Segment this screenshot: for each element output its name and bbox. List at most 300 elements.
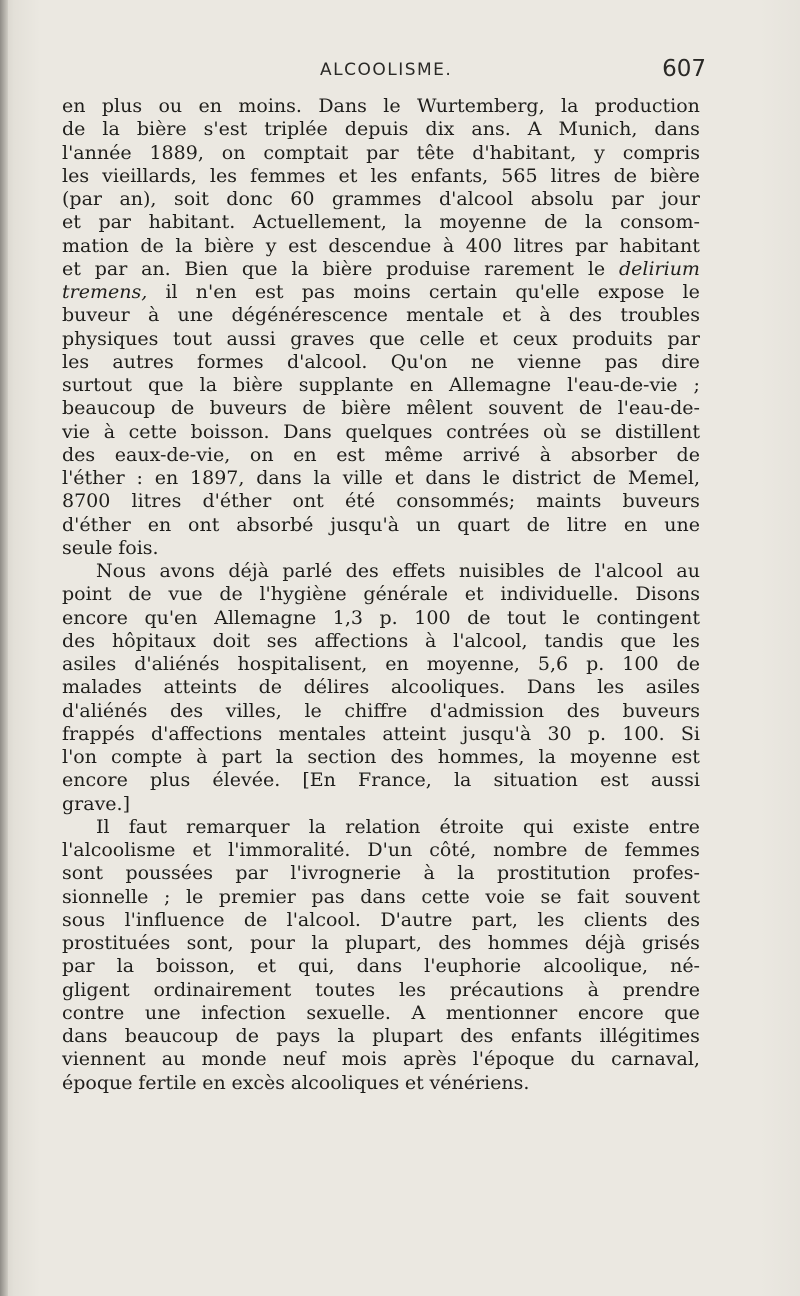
word: troubles [620,304,700,327]
word: cette [421,885,470,908]
word: vue [168,583,203,606]
word: p. [586,653,605,675]
text-line [62,560,700,583]
word: l'ivrognerie [290,862,402,885]
word: le [383,95,401,117]
text-line [62,374,700,397]
word: produits [572,327,653,350]
word: district [511,467,581,489]
word: né- [670,955,700,978]
word: 1,3 [332,606,363,629]
text-line [62,909,700,932]
word: A [411,1001,426,1024]
word: plus [150,769,191,792]
word: moyenne, [426,653,520,675]
word: les [62,164,90,187]
word: jusqu'à [462,722,532,745]
word: bière [650,164,700,187]
word: effets [392,560,446,582]
word: de [140,234,164,257]
word: à [539,304,551,327]
word: l'époque [472,1048,555,1071]
word: par [98,211,132,234]
word: beaucoup [124,1025,219,1047]
word: hospitalisent, [237,653,368,675]
word: Disons [635,583,700,606]
word: compte [111,746,183,768]
word: A [527,118,542,141]
word: chiffre [344,699,408,722]
word: à [196,746,208,768]
word: grave.] [62,792,131,815]
word: existe [572,815,630,838]
text-line [62,653,700,676]
word: eaux-de-vie, [114,443,231,466]
word: 565 [501,164,538,187]
word: physiques [62,327,159,350]
word: et [62,257,81,280]
word: l'immoralité. [228,839,351,861]
word: qui [523,815,554,838]
word: des [566,699,600,722]
word: Il [96,815,110,838]
word: à [425,629,437,652]
word: Allemagne [449,374,552,396]
word: donc [226,188,273,210]
word: les [370,164,398,187]
word: moyenne [439,211,527,234]
word: vénériens. [429,1071,530,1094]
word: atteint [382,722,447,745]
word: sionnelle [62,885,149,908]
word: graves [290,327,355,350]
word: de [128,583,152,606]
word: les [398,978,427,1001]
word: la [561,95,579,117]
text-line [62,607,700,630]
word: la [311,932,329,954]
word: D'autre [380,908,453,931]
word: générale [363,583,449,606]
word: d'affections [151,722,263,745]
word: hôpitaux [111,629,196,652]
word: doit [212,629,250,652]
word: après [403,1048,457,1071]
word: absorber [570,443,657,466]
word: femmes [250,164,326,187]
word: ; [693,374,700,396]
word: de [613,164,638,187]
word: produise [386,257,471,280]
word: des [568,304,603,327]
word: an. [141,257,171,280]
word: de [592,467,617,489]
word: y [594,141,605,164]
text-line [62,188,700,211]
word: section [307,746,377,768]
word: gligent [62,978,130,1001]
word: des [438,932,472,954]
word: ont [188,513,220,536]
word: tandis [544,629,604,652]
word: la [538,746,556,768]
word: de [676,443,700,466]
word: litres [513,234,564,257]
word: sont [62,862,104,885]
word: sont, [186,932,234,954]
word: de [557,560,582,582]
word: de [467,606,491,629]
word: en [623,513,648,536]
word: poussées [125,862,214,885]
word: Munich, [558,118,638,141]
word: et [192,839,212,861]
text-line [62,165,700,188]
word: bière [204,234,255,257]
word: remarquer [186,815,290,838]
word: pays [276,1025,321,1047]
word: jusqu'à [330,513,400,536]
word: vienne [517,350,582,373]
word: Bien [184,257,229,280]
text-line [62,839,700,862]
word: tête [416,141,455,164]
word: Actuellement, [252,211,387,234]
word: des [62,629,96,652]
word: est [254,281,284,303]
word: à [423,862,435,885]
word: 100. [622,722,665,745]
word: neuf [282,1048,326,1071]
word: dans [654,118,700,141]
word: de [235,1025,259,1047]
word: clients [583,908,648,931]
word: consom- [619,211,700,234]
word: absolu [530,188,594,210]
word: sous [62,908,106,931]
word: ordinairement [153,978,292,1001]
word: la [585,211,603,234]
text-line [62,816,700,839]
word: vie [62,420,91,443]
word: les [672,629,700,652]
word: Allemagne [214,606,317,629]
word: l'alcool [594,560,664,582]
word: descendue [328,234,432,257]
word: une [144,1001,181,1024]
word: arrivé [462,443,521,466]
word: contingent [596,606,700,629]
word: par [235,862,268,885]
word: la [404,211,422,234]
word: s'est [203,118,248,141]
word: déjà [228,560,269,582]
word: y [265,234,277,257]
word: que [369,327,405,350]
word: quart [457,513,510,536]
text-line [62,769,700,792]
word: fertile [138,1071,197,1094]
text-line [62,490,700,513]
word: France, [358,769,432,792]
word: par [94,257,128,280]
text-line [62,281,700,304]
word: dire [661,350,700,373]
word: souvent [488,397,564,420]
word: 8700 [62,490,111,513]
word: tremens, [62,281,148,303]
page-header [58,56,706,86]
word: au [161,1048,186,1071]
word: sexuelle. [306,1001,391,1024]
word: l'influence [124,908,225,931]
word: Si [680,722,700,745]
word: jour [661,188,700,210]
word: buveurs [209,397,288,420]
word: en [62,95,86,117]
word: l'euphorie [424,955,522,978]
word: dans [256,467,302,489]
word: d'alcool [438,188,514,210]
word: 100 [414,606,451,629]
text-line [62,630,700,653]
word: litre [566,513,608,536]
text-line [62,235,700,258]
word: et [338,164,358,187]
word: l'alcool. [286,908,361,931]
word: en [385,653,409,675]
word: l'année [62,141,132,164]
word: dans [425,467,471,489]
word: ans. [471,118,511,141]
word: pas [301,281,335,303]
word: nuisibles [458,560,545,582]
word: la [337,1025,355,1047]
word: part, [471,908,518,931]
word: p. [379,606,398,629]
word: ont [292,490,324,513]
word: comptait [263,141,349,164]
word: des [62,443,96,466]
word: les [209,164,237,187]
word: la [308,815,327,838]
word: le [587,257,606,280]
binding-shadow [0,0,8,1296]
word: encore [62,606,128,629]
body-text [62,95,700,1095]
word: consommés; [396,490,516,513]
word: de [219,583,243,606]
word: point [62,583,112,606]
word: production [594,95,700,117]
word: l'eau-de-vie [567,374,678,396]
word: par [575,234,608,257]
word: certain [428,281,498,303]
word: Nous [96,560,147,582]
word: triplée [264,118,328,141]
word: contrées [446,420,530,443]
text-line [62,537,700,560]
word: la [457,862,475,885]
text-line [62,304,700,327]
word: 1897, [190,467,245,489]
word: asiles [62,653,117,675]
word: moins. [238,95,302,117]
word: on [221,141,246,164]
word: on [249,443,274,466]
word: d'éther [62,513,131,536]
word: une [664,513,700,536]
word: les [597,676,625,699]
word: Wurtemberg, [416,95,545,117]
text-line [62,351,700,374]
word: de [584,839,608,861]
word: 30 [547,722,572,745]
word: fait [577,885,610,908]
word: pas [311,885,345,908]
word: délires [303,676,370,699]
text-line [62,583,700,606]
word: dix [425,118,455,141]
word: villes, [225,699,282,722]
word: se [580,420,602,443]
text-line [62,1072,700,1095]
text-line [62,723,700,746]
word: entre [648,815,700,838]
word: litres [550,164,601,187]
word: cette [128,420,178,443]
word: étroite [439,815,504,838]
word: voie [485,885,525,908]
word: et [479,327,499,350]
word: premier [218,885,296,908]
word: 100 [622,653,659,675]
word: encore [62,769,128,792]
word: profes- [632,862,700,885]
word: et [257,955,276,978]
word: aussi [650,769,700,792]
word: 400 [465,234,503,257]
word: infection [201,1001,286,1024]
word: ses [266,629,298,652]
text-line [62,1025,700,1048]
word: des [345,560,379,582]
text-line [62,95,700,118]
word: le [682,281,700,303]
word: 1889, [149,141,204,164]
word: l'éther [62,467,125,489]
word: de [302,397,326,420]
word: nombre [493,839,568,861]
word: prostitution [496,862,611,885]
word: de [676,653,700,675]
word: illégitimes [599,1025,700,1047]
word: dans [360,885,406,908]
word: l'alcoolisme [62,839,176,861]
word: buveur [62,304,130,327]
word: Qu'on [390,350,448,373]
word: rarement [484,257,575,280]
word: seule [62,536,113,559]
word: la [453,769,472,792]
word: mentale [406,304,484,327]
word: mentales [278,722,367,745]
word: encore [577,1001,644,1024]
word: le [185,885,204,908]
word: bière [322,257,373,280]
text-line [62,467,700,490]
word: bière [233,374,283,396]
word: d'habitant, [472,141,577,164]
word: souvent [624,885,700,908]
word: en [154,467,179,489]
word: se [540,885,562,908]
word: été [344,490,376,513]
text-line [62,862,700,885]
word: pour [250,932,296,954]
word: tout [172,327,212,350]
text-line [62,397,700,420]
word: pas [604,350,639,373]
word: part [221,746,262,768]
word: affections [314,629,409,652]
word: en [293,443,317,466]
word: celle [419,327,465,350]
word: en [202,1071,226,1094]
word: dans [356,955,403,978]
text-line [62,979,700,1002]
word: hommes, [437,746,525,768]
text-line [62,932,700,955]
word: avons [159,560,215,582]
word: où [543,420,567,443]
word: d'admission [429,699,545,722]
word: Memel, [627,467,700,489]
word: qui, [298,955,335,978]
word: des [460,1025,494,1047]
text-line [62,514,700,537]
text-line [62,700,700,723]
word: en [147,513,172,536]
word: à [103,420,116,443]
word: grammes [331,188,422,210]
word: la [313,467,331,489]
word: Dans [283,420,332,443]
word: l'on [62,746,97,768]
text-line [62,444,700,467]
word: alcoolique, [543,955,649,978]
word: des [169,699,204,722]
word: alcooliques. [390,676,506,699]
word: 60 [290,188,315,210]
word: est [671,746,700,768]
word: que [241,257,278,280]
word: compris [622,141,700,164]
word: plupart, [345,932,422,954]
word: de [526,513,551,536]
word: enfants [510,1025,583,1047]
word: p. [587,722,607,745]
word: que [620,629,656,652]
word: quelques [345,420,433,443]
word: des [390,746,424,768]
word: en [409,374,434,396]
word: tout [507,606,546,629]
word: du [570,1048,596,1071]
word: que [148,374,184,396]
text-line [62,211,700,234]
word: de [544,211,568,234]
